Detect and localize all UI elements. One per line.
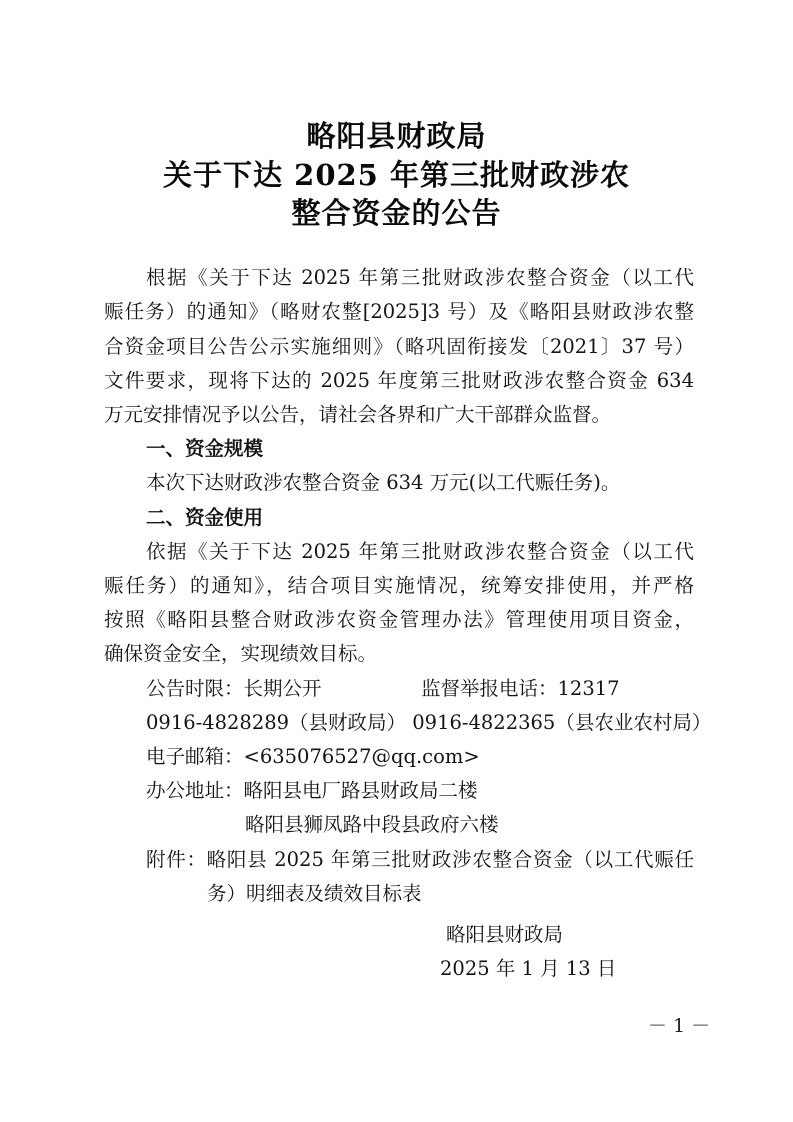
section-1-body: 本次下达财政涉农整合资金 634 万元(以工代赈任务)。: [146, 471, 621, 494]
intro-line-1: 根据《关于下达 2025 年第三批财政涉农整合资金（以工代: [146, 266, 694, 289]
document-title-line-2: 关于下达 2025 年第三批财政涉农: [163, 158, 630, 192]
signature-organization: 略阳县财政局: [446, 923, 564, 946]
contact-email: 电子邮箱：<635076527@qq.com>: [146, 745, 480, 768]
intro-line-2: 赈任务）的通知》（略财农整[2025]3 号）及《略阳县财政涉农整: [104, 300, 694, 323]
intro-line-3: 合资金项目公告公示实施细则》（略巩固衔接发〔2021〕37 号）: [104, 335, 694, 358]
attachment-line-1: 附件：略阳县 2025 年第三批财政涉农整合资金（以工代赈任: [146, 848, 694, 871]
office-address-1: 办公地址：略阳县电厂路县财政局二楼: [146, 779, 478, 802]
intro-line-4: 文件要求，现将下达的 2025 年度第三批财政涉农整合资金 634: [104, 369, 694, 392]
attachment-line-2: 务）明细表及绩效目标表: [207, 882, 422, 905]
section-2-line-3: 按照《略阳县整合财政涉农资金管理办法》管理使用项目资金，: [104, 608, 694, 631]
section-2-line-1: 依据《关于下达 2025 年第三批财政涉农整合资金（以工代: [146, 540, 694, 563]
section-1-heading: 一、资金规模: [146, 437, 264, 460]
office-address-2: 略阳县狮凤路中段县政府六楼: [245, 813, 499, 836]
report-hotline: 监督举报电话：12317: [421, 677, 620, 700]
intro-line-5: 万元安排情况予以公告，请社会各界和广大干部群众监督。: [104, 403, 612, 426]
section-2-heading: 二、资金使用: [146, 506, 264, 529]
signature-date: 2025 年 1 月 13 日: [440, 957, 617, 980]
announcement-period: 公告时限：长期公开: [146, 677, 322, 700]
document-title-line-3: 整合资金的公告: [291, 196, 502, 230]
page-number: － 1 －: [648, 1015, 711, 1037]
section-2-line-4: 确保资金安全，实现绩效目标。: [104, 642, 378, 665]
section-2-line-2: 赈任务）的通知》，结合项目实施情况，统筹安排使用，并严格: [104, 574, 694, 597]
document-title-line-1: 略阳县财政局: [306, 119, 487, 153]
contact-phones: 0916-4828289（县财政局） 0916-4822365（县农业农村局）: [146, 711, 712, 734]
